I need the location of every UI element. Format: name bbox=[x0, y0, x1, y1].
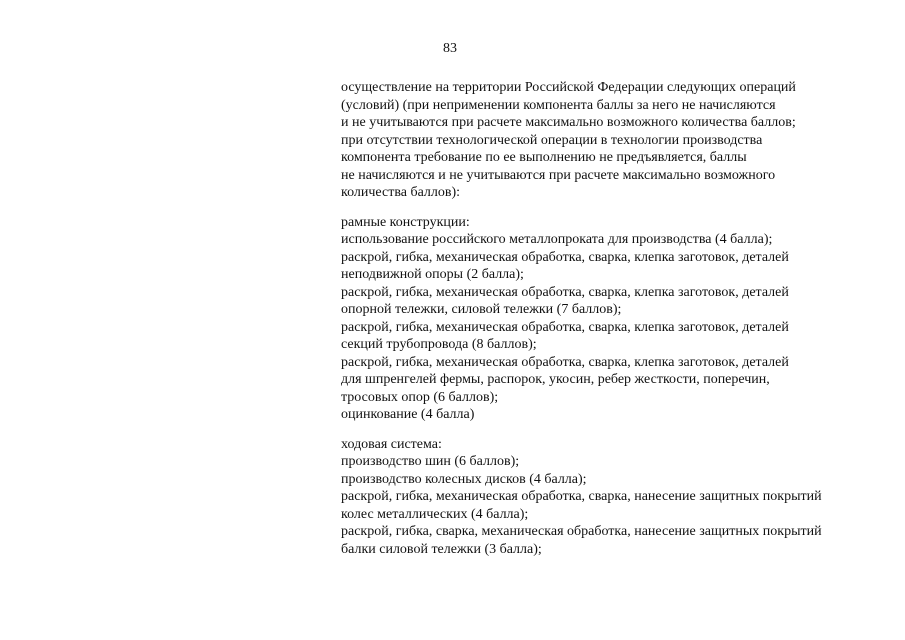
text-line: и не учитываются при расчете максимально возможного количества баллов; bbox=[341, 115, 796, 130]
intro-paragraph bbox=[341, 79, 881, 202]
document-body bbox=[341, 79, 881, 558]
text-line: балки силовой тележки (3 балла); bbox=[341, 541, 542, 557]
text-line: раскрой, гибка, механическая обработка, сварка, клепка заготовок, деталей bbox=[341, 249, 789, 265]
frame-structures-section bbox=[341, 214, 881, 424]
section-heading: ходовая система: bbox=[341, 436, 442, 452]
text-line: при отсутствии технологической операции в технологии производства bbox=[341, 132, 763, 148]
text-line: не начисляются и не учитываются при расчете максимально возможного bbox=[341, 167, 776, 183]
text-line: осуществление на территории Российской Федерации следующих операций bbox=[341, 80, 796, 95]
section-heading: рамные конструкции: bbox=[341, 214, 470, 230]
text-line: использование российского металлопроката для производства (4 балла); bbox=[341, 232, 773, 247]
text-line: производство шин (6 баллов); bbox=[341, 454, 520, 469]
text-line: опорной тележки, силовой тележки (7 баллов); bbox=[341, 302, 622, 317]
text-line: производство колесных дисков (4 балла); bbox=[341, 471, 587, 487]
text-line: раскрой, гибка, сварка, механическая обработка, нанесение защитных покрытий bbox=[341, 524, 822, 539]
page-number: 83 bbox=[443, 41, 457, 56]
text-line: колес металлических (4 балла); bbox=[341, 506, 529, 522]
text-line: (условий) (при неприменении компонента баллы за него не начисляются bbox=[341, 97, 776, 113]
text-line: раскрой, гибка, механическая обработка, сварка, клепка заготовок, деталей bbox=[341, 354, 789, 370]
text-line: количества баллов): bbox=[341, 185, 461, 200]
text-line: раскрой, гибка, механическая обработка, сварка, клепка заготовок, деталей bbox=[341, 319, 789, 335]
text-line: для шпренгелей фермы, распорок, укосин, ребер жесткости, поперечин, bbox=[341, 372, 770, 387]
text-line: оцинкование (4 балла) bbox=[341, 407, 475, 422]
running-gear-section bbox=[341, 436, 881, 559]
text-line: раскрой, гибка, механическая обработка, сварка, клепка заготовок, деталей bbox=[341, 284, 789, 300]
text-line: компонента требование по ее выполнению не предъявляется, баллы bbox=[341, 150, 747, 165]
text-line: раскрой, гибка, механическая обработка, сварка, нанесение защитных покрытий bbox=[341, 489, 822, 504]
text-line: неподвижной опоры (2 балла); bbox=[341, 267, 524, 282]
text-line: секций трубопровода (8 баллов); bbox=[341, 337, 537, 352]
text-line: тросовых опор (6 баллов); bbox=[341, 389, 499, 405]
